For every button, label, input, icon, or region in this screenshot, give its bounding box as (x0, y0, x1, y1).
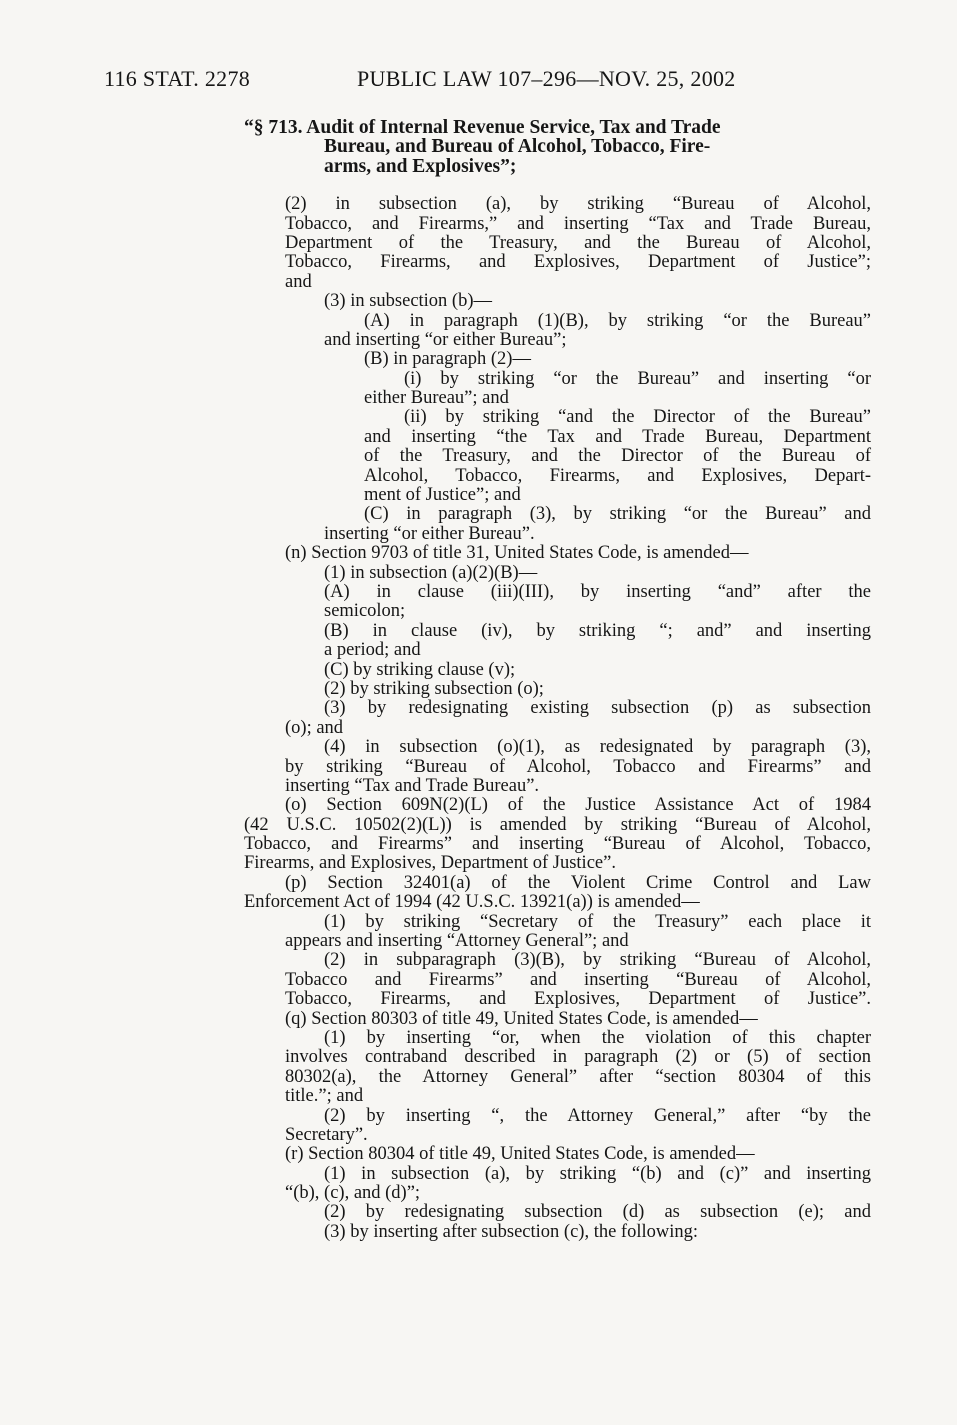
text-line: appears and inserting “Attorney General”; and (285, 931, 629, 952)
text-line: and inserting “the Tax and Trade Bureau, Department (364, 426, 871, 447)
text-line: and (285, 271, 312, 292)
text-line: (p) Section 32401(a) of the Violent Crime Control and Law (285, 872, 871, 893)
text-line: (i) by striking “or the Bureau” and inserting “or (404, 368, 871, 389)
text-line: (1) in subsection (a)(2)(B)— (324, 562, 538, 583)
text-line: Enforcement Act of 1994 (42 U.S.C. 13921(a)) is amended— (244, 892, 700, 913)
text-line: semicolon; (324, 601, 406, 622)
stat-page-number: 116 STAT. 2278 (104, 66, 251, 91)
text-line: (r) Section 80304 of title 49, United States Code, is amended— (285, 1144, 755, 1165)
text-line: (o); and (285, 717, 344, 738)
text-line: Secretary”. (285, 1124, 368, 1145)
text-line: inserting “Tax and Trade Bureau”. (285, 775, 540, 796)
public-law-date: PUBLIC LAW 107–296—NOV. 25, 2002 (357, 66, 736, 91)
text-line: by striking “Bureau of Alcohol, Tobacco and Firearms” and (285, 756, 871, 777)
text-line: Firearms, and Explosives, Department of Justice”. (244, 853, 616, 874)
text-line: (A) in paragraph (1)(B), by striking “or the Bureau” (364, 310, 871, 331)
text-line: (C) in paragraph (3), by striking “or the Bureau” and (364, 504, 871, 525)
text-line: (4) in subsection (o)(1), as redesignated by paragraph (3), (324, 737, 871, 758)
text-line: involves contraband described in paragraph (2) or (5) of section (285, 1047, 871, 1068)
text-line: (3) by inserting after subsection (c), the following: (324, 1221, 699, 1242)
text-line: Tobacco and Firearms” and inserting “Bureau of Alcohol, (285, 969, 871, 990)
text-line: (B) in paragraph (2)— (364, 349, 531, 370)
text-line: Tobacco, and Firearms,” and inserting “Tax and Trade Bureau, (285, 213, 871, 234)
text-line: (2) by striking subsection (o); (324, 678, 544, 699)
text-line: (2) in subparagraph (3)(B), by striking “Bureau of Alcohol, (324, 950, 871, 971)
text-line: and inserting “or either Bureau”; (324, 329, 567, 350)
text-line: Tobacco, Firearms, and Explosives, Department of Justice”; (285, 252, 871, 273)
text-line: “(b), (c), and (d)”; (285, 1183, 421, 1204)
text-line: (C) by striking clause (v); (324, 659, 516, 680)
text-line: (A) in clause (iii)(III), by inserting “and” after the (324, 581, 871, 602)
text-line: Department of the Treasury, and the Bureau of Alcohol, (285, 232, 871, 253)
text-line: ment of Justice”; and (364, 485, 521, 506)
text-line: (q) Section 80303 of title 49, United States Code, is amended— (285, 1008, 758, 1029)
section-heading-line: “§ 713. Audit of Internal Revenue Service, Tax and Trade (244, 117, 721, 138)
text-line: of the Treasury, and the Director of the Bureau of (364, 446, 871, 467)
text-line: a period; and (324, 640, 421, 661)
text-line: (1) in subsection (a), by striking “(b) and (c)” and inserting (324, 1163, 871, 1184)
text-line: Tobacco, Firearms, and Explosives, Department of Justice”. (285, 989, 871, 1010)
text-line: 80302(a), the Attorney General” after “section 80304 of this (285, 1066, 871, 1087)
text-line: (2) by inserting “, the Attorney General,” after “by the (324, 1105, 871, 1126)
text-line: title.”; and (285, 1086, 364, 1107)
text-line: either Bureau”; and (364, 388, 509, 409)
text-line: (3) in subsection (b)— (324, 291, 493, 312)
text-line: (o) Section 609N(2)(L) of the Justice Assistance Act of 1984 (285, 795, 871, 816)
text-line: (1) by striking “Secretary of the Treasury” each place it (324, 911, 871, 932)
text-line: (n) Section 9703 of title 31, United States Code, is amended— (285, 543, 749, 564)
document-body (244, 118, 871, 1242)
text-line: (42 U.S.C. 10502(2)(L)) is amended by striking “Bureau of Alcohol, (244, 814, 871, 835)
section-heading (244, 118, 871, 195)
text-line: (B) in clause (iv), by striking “; and” and inserting (324, 620, 871, 641)
text-line: Alcohol, Tobacco, Firearms, and Explosives, Depart- (364, 465, 871, 486)
section-heading-line: Bureau, and Bureau of Alcohol, Tobacco, Fire- (324, 136, 711, 158)
text-line: (3) by redesignating existing subsection (p) as subsection (324, 698, 871, 719)
text-line: Tobacco, and Firearms” and inserting “Bureau of Alcohol, Tobacco, (244, 834, 871, 855)
text-line: (ii) by striking “and the Director of the Bureau” (404, 407, 871, 428)
text-line: (1) by inserting “or, when the violation of this chapter (324, 1027, 871, 1048)
text-line: (2) in subsection (a), by striking “Bureau of Alcohol, (285, 194, 871, 215)
text-line: (2) by redesignating subsection (d) as subsection (e); and (324, 1202, 871, 1223)
section-heading-line: arms, and Explosives”; (324, 155, 517, 177)
text-lines (244, 195, 871, 1242)
text-line: inserting “or either Bureau”. (324, 523, 535, 544)
